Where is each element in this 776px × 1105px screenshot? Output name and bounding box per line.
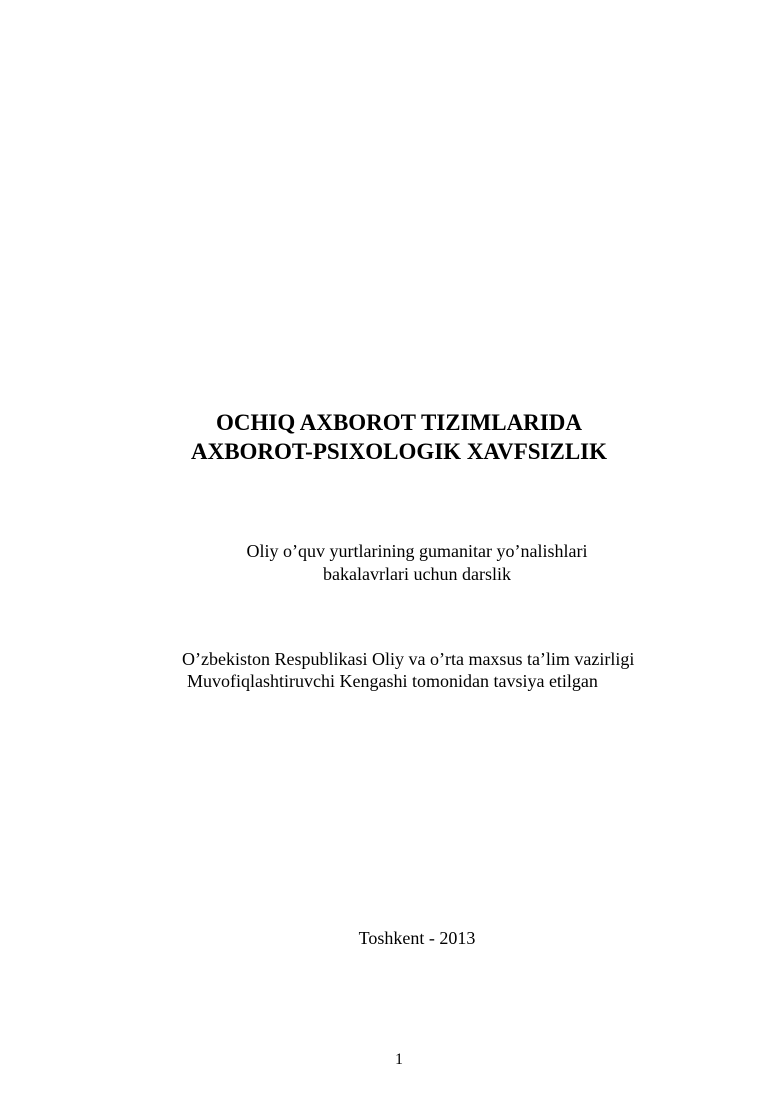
- title-line-1: OCHIQ AXBOROT TIZIMLARIDA: [216, 410, 582, 435]
- title-line-2: AXBOROT-PSIXOLOGIK XAVFSIZLIK: [190, 439, 608, 464]
- subtitle-line-1: Oliy o’quv yurtlarining gumanitar yo’nalishlari: [246, 541, 588, 561]
- endorsement-line-1: O’zbekiston Respublikasi Oliy va o’rta maxsus ta’lim vazirligi: [182, 649, 635, 669]
- subtitle-line-2: bakalavrlari uchun darslik: [323, 564, 511, 584]
- page-number: 1: [395, 1051, 403, 1068]
- endorsement-line-2: Muvofiqlashtiruvchi Kengashi tomonidan tavsiya etilgan: [187, 671, 598, 691]
- place-year: Toshkent - 2013: [358, 928, 476, 948]
